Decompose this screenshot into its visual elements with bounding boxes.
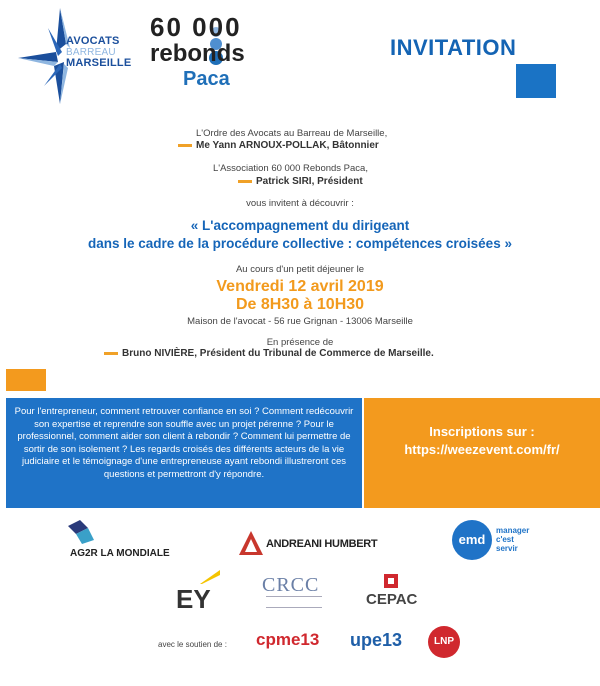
- president-text: Patrick SIRI, Président: [256, 176, 363, 187]
- ag2r-label: AG2R LA MONDIALE: [70, 548, 170, 559]
- guest-line: [104, 348, 434, 359]
- cepac-logo-icon: [384, 574, 398, 588]
- emd-tagline: [496, 526, 529, 553]
- description-text: Pour l'entrepreneur, comment retrouver confiance en soi ? Comment redécouvrir son expertise et reprendre son souffle avec un projet pérenne ? Pour le professionnel, comment aider son client à rebondir ? Comment lui permettre de sortir de son isolement ? Les regards croisés des différents acteurs de la vie judiciaire et le témoignage d'une entrepreneuse ayant rebondi illustreront ces questions et permettront d'y répondre.: [14, 406, 354, 480]
- event-title-line2: dans le cadre de la procédure collective : compétences croisées »: [88, 236, 512, 251]
- description-panel: [6, 398, 362, 508]
- crcc-label: CRCC: [262, 574, 320, 596]
- president-line: [238, 176, 363, 187]
- inscriptions-label: Inscriptions sur :: [429, 424, 535, 439]
- upe-logo: upe13: [350, 630, 403, 650]
- guest-text: Bruno NIVIÈRE, Président du Tribunal de Commerce de Marseille.: [122, 348, 434, 359]
- crcc-subtitle-lines: [266, 596, 322, 608]
- soutien-label: avec le soutien de :: [158, 640, 227, 649]
- lnp-logo: LNP: [428, 626, 460, 658]
- rebonds-number: 60 000: [150, 12, 242, 42]
- ag2r-logo-icon: [64, 518, 98, 546]
- invite-text: vous invitent à découvrir :: [246, 198, 354, 209]
- rebonds-region: Paca: [183, 68, 230, 90]
- andreani-label: ANDREANI HUMBERT: [266, 538, 378, 550]
- batonnier-line: [178, 140, 379, 151]
- emd-logo: emd: [452, 520, 492, 560]
- inscriptions-panel: [364, 398, 600, 508]
- cepac-label: CEPAC: [366, 591, 418, 608]
- inscriptions-link[interactable]: https://weezevent.com/fr/: [404, 442, 560, 457]
- orange-dash: [104, 352, 118, 355]
- invitation-title: INVITATION: [390, 35, 517, 60]
- event-title-line1: « L'accompagnement du dirigeant: [190, 218, 410, 233]
- event-place: Maison de l'avocat - 56 rue Grignan - 13006 Marseille: [187, 316, 413, 327]
- breakfast-text: Au cours d'un petit déjeuner le: [235, 264, 365, 275]
- avocats-logo-text: [66, 36, 131, 69]
- presence-text: En présence de: [266, 337, 334, 348]
- ey-beam-icon: [200, 570, 220, 584]
- association-text: L'Association 60 000 Rebonds Paca,: [213, 163, 368, 174]
- batonnier-text: Me Yann ARNOUX-POLLAK, Bâtonnier: [196, 140, 379, 151]
- orange-dash: [178, 144, 192, 147]
- event-time: De 8H30 à 10H30: [235, 296, 365, 313]
- avocats-line3: MARSEILLE: [66, 57, 132, 69]
- ey-label: EY: [176, 584, 211, 614]
- rebonds-word: rebonds: [150, 40, 245, 67]
- cpme-logo: cpme13: [256, 630, 320, 649]
- avocats-line2: BARREAU: [66, 47, 116, 58]
- orange-dash: [238, 180, 252, 183]
- emd-tagline-3: servir: [496, 544, 518, 553]
- event-date: Vendredi 12 avril 2019: [216, 278, 384, 295]
- avocats-line1: AVOCATS: [66, 35, 120, 47]
- andreani-logo-icon: [238, 530, 264, 556]
- emd-tagline-2: c'est: [496, 535, 514, 544]
- orange-tab: [6, 369, 46, 391]
- emd-tagline-1: manager: [496, 526, 530, 535]
- ordre-text: L'Ordre des Avocats au Barreau de Marseille,: [196, 128, 388, 139]
- blue-accent-square: [516, 64, 556, 98]
